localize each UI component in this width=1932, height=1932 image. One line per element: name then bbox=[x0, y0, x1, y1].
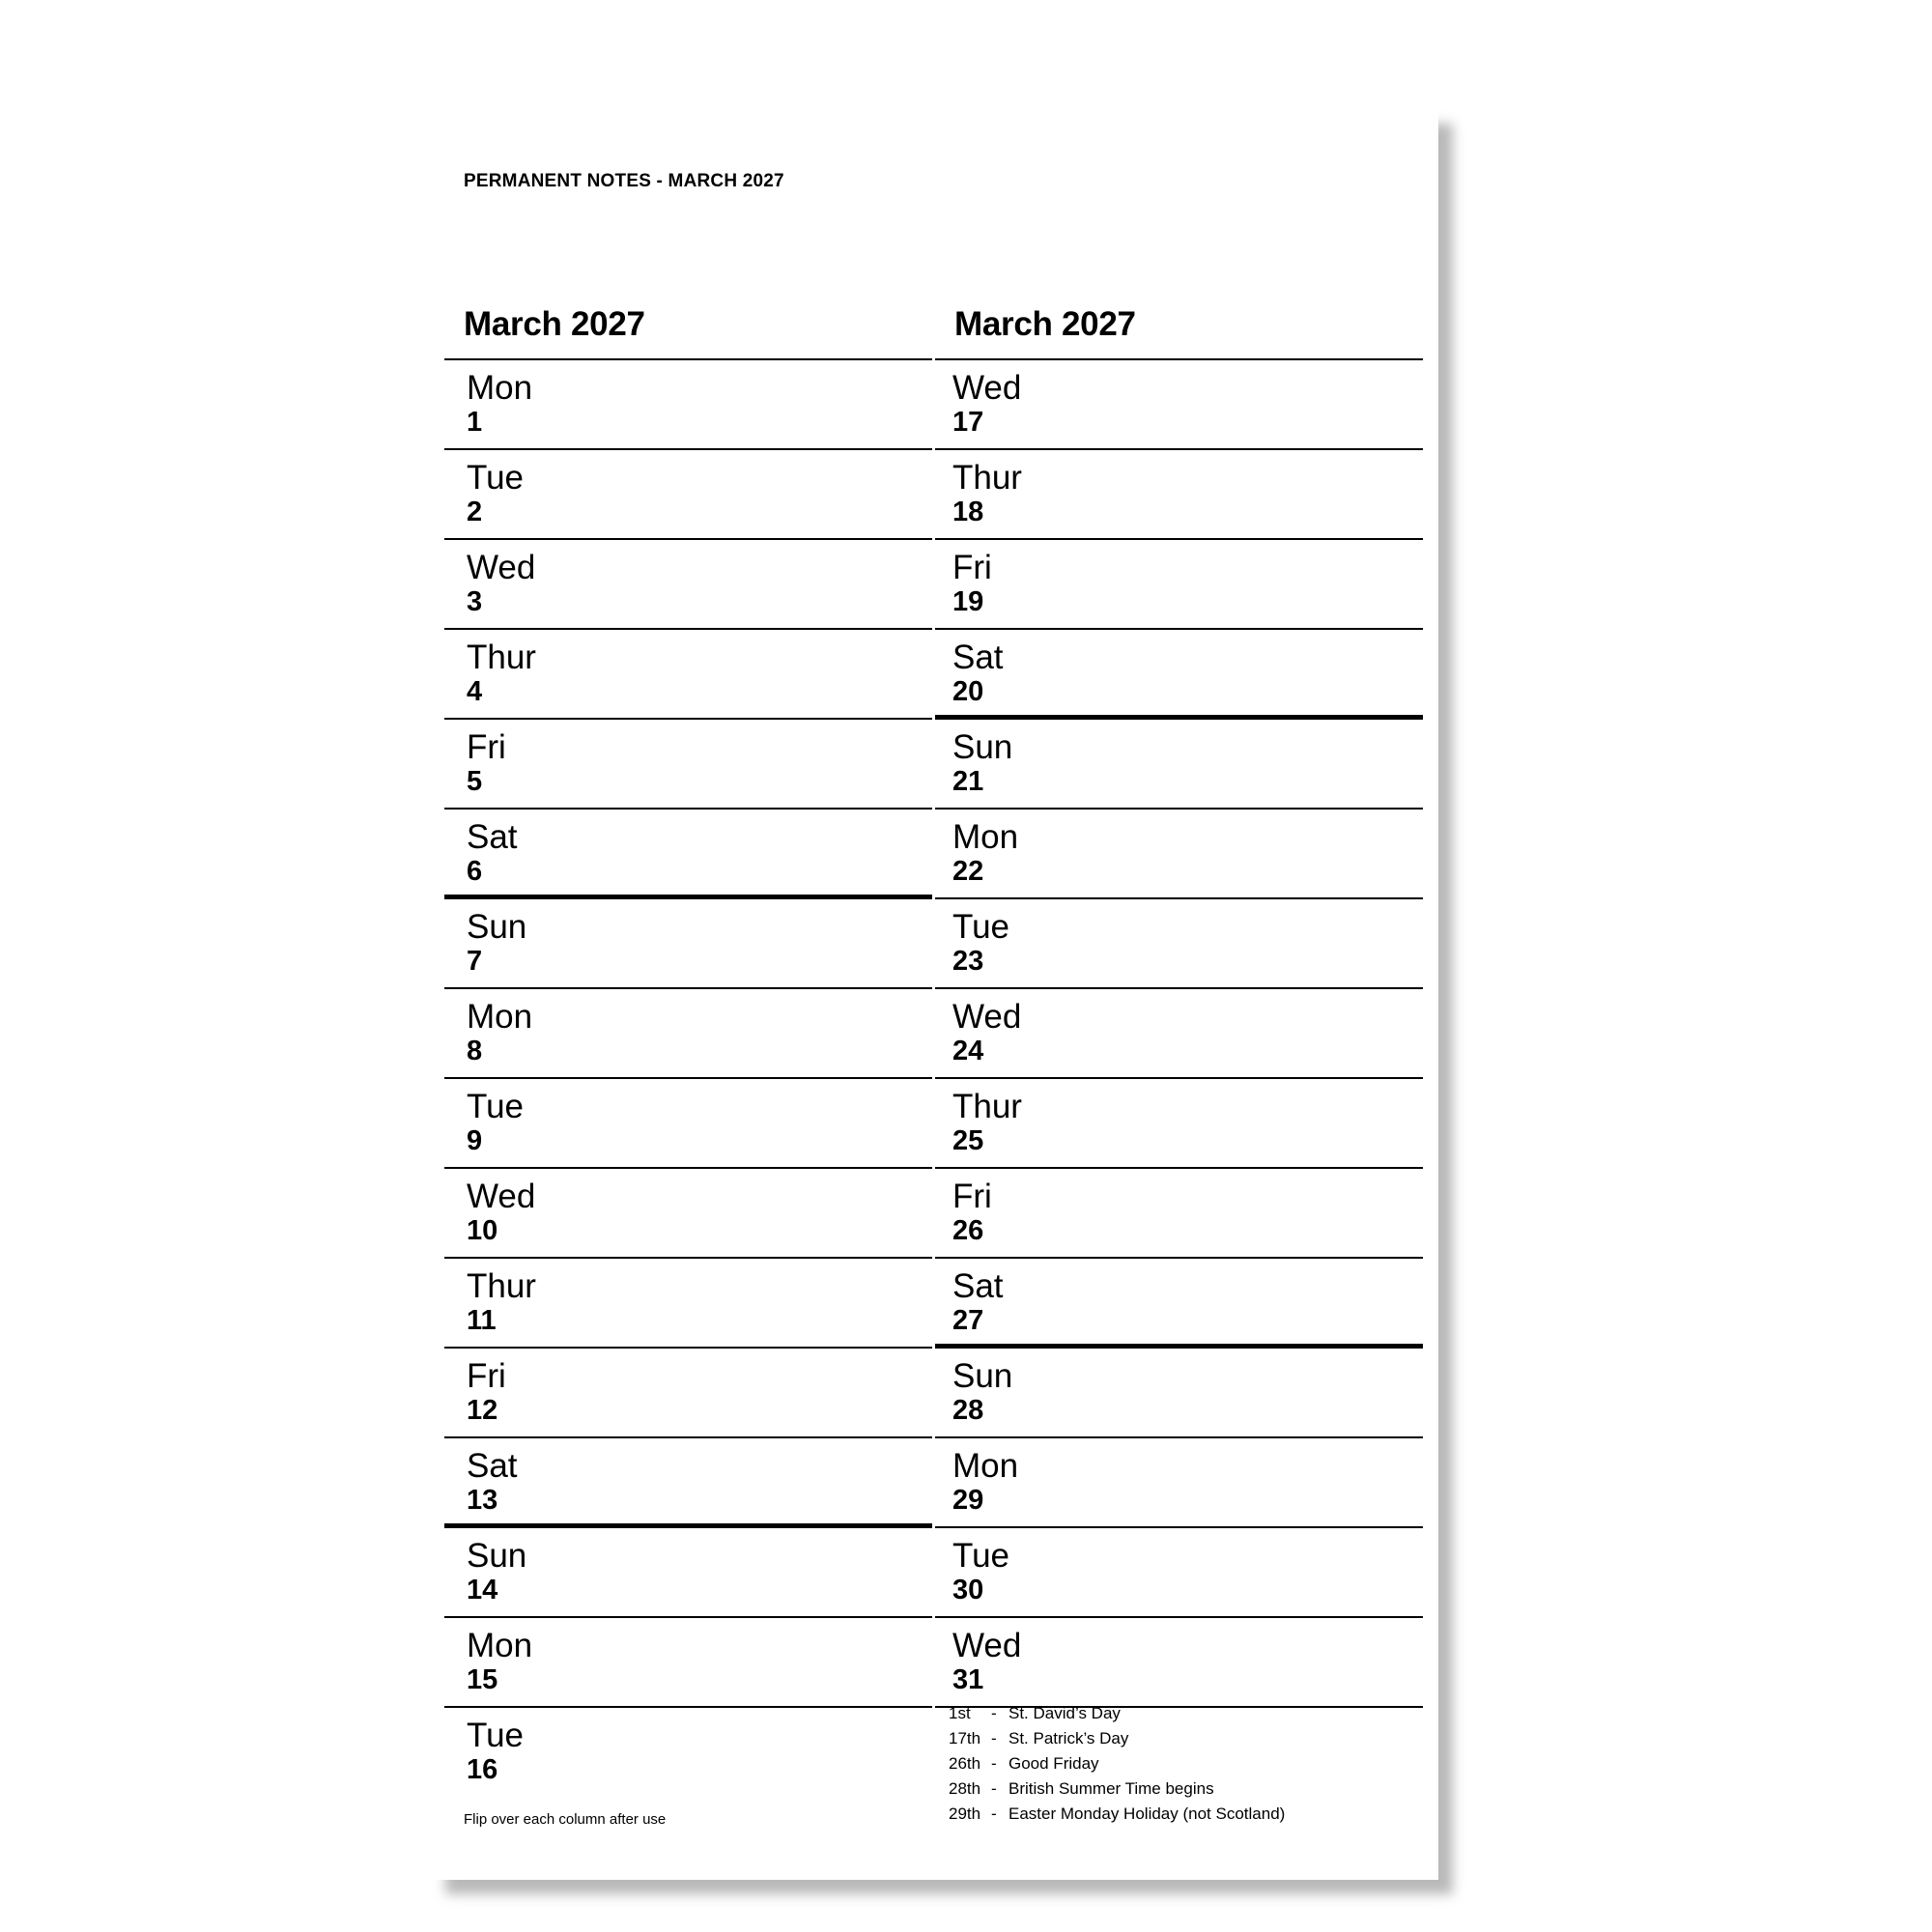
day-number: 22 bbox=[952, 856, 984, 887]
day-row[interactable] bbox=[935, 1169, 1423, 1259]
holiday-label: St. David’s Day bbox=[1009, 1704, 1121, 1722]
day-number: 30 bbox=[952, 1575, 984, 1605]
day-row[interactable] bbox=[444, 1259, 932, 1349]
day-name: Tue bbox=[952, 1537, 1010, 1575]
day-row[interactable] bbox=[935, 810, 1423, 899]
calendar-page bbox=[431, 109, 1438, 1880]
day-row[interactable] bbox=[444, 630, 932, 720]
day-number: 26 bbox=[952, 1215, 984, 1246]
day-name: Sun bbox=[952, 728, 1013, 766]
holiday-label: St. Patrick’s Day bbox=[1009, 1729, 1129, 1747]
day-number: 5 bbox=[467, 766, 483, 797]
day-name: Wed bbox=[952, 369, 1022, 407]
day-number: 10 bbox=[467, 1215, 498, 1246]
day-number: 12 bbox=[467, 1395, 498, 1426]
day-number: 24 bbox=[952, 1036, 984, 1066]
day-row[interactable] bbox=[444, 720, 932, 810]
day-name: Fri bbox=[952, 549, 992, 586]
holiday-label: Good Friday bbox=[1009, 1754, 1099, 1773]
day-name: Tue bbox=[467, 1717, 525, 1754]
right-column-header: March 2027 bbox=[954, 305, 1136, 343]
holiday-date: 1st bbox=[949, 1704, 971, 1722]
left-day-list bbox=[444, 358, 932, 1796]
holiday-label: Easter Monday Holiday (not Scotland) bbox=[1009, 1804, 1286, 1823]
day-row[interactable] bbox=[444, 540, 932, 630]
day-row[interactable] bbox=[444, 1618, 932, 1708]
day-row[interactable] bbox=[444, 1438, 932, 1528]
holiday-label: British Summer Time begins bbox=[1009, 1779, 1214, 1798]
day-number: 23 bbox=[952, 946, 984, 977]
day-row[interactable] bbox=[444, 1708, 932, 1796]
day-number: 18 bbox=[952, 497, 984, 527]
day-name: Wed bbox=[467, 549, 536, 586]
day-name: Thur bbox=[952, 1088, 1022, 1125]
day-name: Mon bbox=[467, 1627, 533, 1664]
day-number: 29 bbox=[952, 1485, 984, 1516]
day-number: 25 bbox=[952, 1125, 984, 1156]
day-number: 28 bbox=[952, 1395, 984, 1426]
day-name: Tue bbox=[952, 908, 1010, 946]
day-row[interactable] bbox=[444, 810, 932, 899]
day-number: 15 bbox=[467, 1664, 498, 1695]
holiday-date: 26th bbox=[949, 1754, 981, 1773]
day-name: Tue bbox=[467, 1088, 525, 1125]
day-name: Sun bbox=[952, 1357, 1013, 1395]
day-name: Sat bbox=[952, 1267, 1004, 1305]
day-row[interactable] bbox=[935, 540, 1423, 630]
day-name: Mon bbox=[952, 818, 1019, 856]
holiday-separator: - bbox=[991, 1704, 997, 1722]
day-number: 3 bbox=[467, 586, 483, 617]
holiday-separator: - bbox=[991, 1779, 997, 1798]
day-number: 1 bbox=[467, 407, 483, 438]
day-row[interactable] bbox=[935, 899, 1423, 989]
day-number: 21 bbox=[952, 766, 984, 797]
day-name: Thur bbox=[952, 459, 1022, 497]
day-number: 2 bbox=[467, 497, 483, 527]
day-name: Fri bbox=[952, 1178, 992, 1215]
day-name: Fri bbox=[467, 1357, 506, 1395]
day-name: Wed bbox=[952, 998, 1022, 1036]
day-row[interactable] bbox=[444, 899, 932, 989]
day-number: 20 bbox=[952, 676, 984, 707]
day-name: Mon bbox=[467, 369, 533, 407]
day-number: 16 bbox=[467, 1754, 498, 1785]
day-row[interactable] bbox=[444, 450, 932, 540]
day-row[interactable] bbox=[935, 1528, 1423, 1618]
day-number: 6 bbox=[467, 856, 483, 887]
day-row[interactable] bbox=[935, 1618, 1423, 1708]
day-name: Sat bbox=[952, 639, 1004, 676]
day-row[interactable] bbox=[444, 360, 932, 450]
day-row[interactable] bbox=[935, 1438, 1423, 1528]
day-row[interactable] bbox=[444, 989, 932, 1079]
right-day-list bbox=[935, 358, 1423, 1708]
day-name: Fri bbox=[467, 728, 506, 766]
day-name: Sat bbox=[467, 1447, 518, 1485]
day-name: Thur bbox=[467, 639, 536, 676]
day-row[interactable] bbox=[935, 630, 1423, 720]
day-number: 8 bbox=[467, 1036, 483, 1066]
day-row[interactable] bbox=[935, 720, 1423, 810]
day-number: 27 bbox=[952, 1305, 984, 1336]
day-name: Mon bbox=[952, 1447, 1019, 1485]
footer-note: Flip over each column after use bbox=[464, 1811, 667, 1828]
day-name: Sun bbox=[467, 1537, 527, 1575]
day-row[interactable] bbox=[935, 1349, 1423, 1438]
day-number: 13 bbox=[467, 1485, 498, 1516]
day-name: Sun bbox=[467, 908, 527, 946]
holiday-date: 29th bbox=[949, 1804, 981, 1823]
page-title: PERMANENT NOTES - MARCH 2027 bbox=[464, 171, 784, 191]
holiday-separator: - bbox=[991, 1804, 997, 1823]
day-row[interactable] bbox=[444, 1528, 932, 1618]
left-column-header: March 2027 bbox=[464, 305, 645, 343]
day-number: 19 bbox=[952, 586, 984, 617]
holiday-separator: - bbox=[991, 1729, 997, 1747]
day-number: 7 bbox=[467, 946, 483, 977]
day-number: 11 bbox=[467, 1305, 497, 1336]
day-row[interactable] bbox=[444, 1169, 932, 1259]
day-row[interactable] bbox=[444, 1079, 932, 1169]
day-number: 4 bbox=[467, 676, 483, 707]
day-row[interactable] bbox=[935, 1259, 1423, 1349]
day-number: 31 bbox=[952, 1664, 984, 1695]
day-row[interactable] bbox=[935, 1079, 1423, 1169]
day-number: 17 bbox=[952, 407, 984, 438]
day-name: Tue bbox=[467, 459, 525, 497]
day-row[interactable] bbox=[935, 360, 1423, 450]
day-row[interactable] bbox=[935, 450, 1423, 540]
day-name: Thur bbox=[467, 1267, 536, 1305]
day-name: Wed bbox=[467, 1178, 536, 1215]
holiday-date: 28th bbox=[949, 1779, 981, 1798]
holiday-separator: - bbox=[991, 1754, 997, 1773]
day-name: Sat bbox=[467, 818, 518, 856]
day-row[interactable] bbox=[444, 1349, 932, 1438]
day-number: 14 bbox=[467, 1575, 498, 1605]
day-name: Wed bbox=[952, 1627, 1022, 1664]
day-name: Mon bbox=[467, 998, 533, 1036]
day-number: 9 bbox=[467, 1125, 483, 1156]
day-row[interactable] bbox=[935, 989, 1423, 1079]
holiday-date: 17th bbox=[949, 1729, 981, 1747]
